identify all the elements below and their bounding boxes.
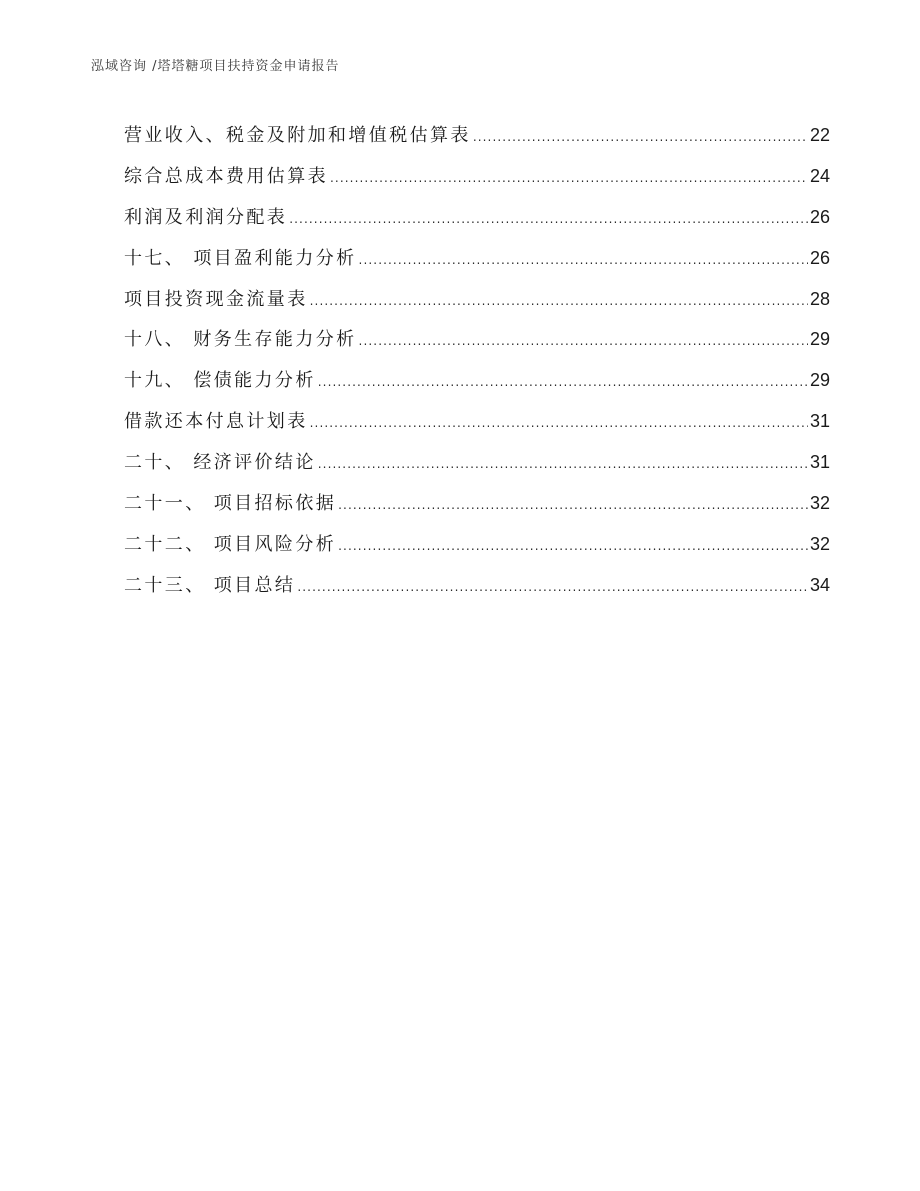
toc-entry-title: 十七、 项目盈利能力分析: [124, 247, 357, 269]
toc-entry-title: 二十二、 项目风险分析: [124, 533, 337, 555]
table-of-contents: [124, 122, 830, 613]
toc-entry-page: 29: [809, 370, 830, 391]
toc-entry-title: 二十三、 项目总结: [124, 574, 296, 596]
toc-leader-dots: [318, 451, 808, 477]
toc-entry-page: 26: [809, 247, 830, 268]
toc-leader-dots: [310, 410, 808, 436]
toc-leader-dots: [297, 574, 808, 600]
toc-leader-dots: [338, 492, 808, 518]
toc-leader-dots: [310, 288, 808, 314]
toc-entry[interactable]: [124, 326, 830, 367]
toc-entry-title: 借款还本付息计划表: [124, 411, 308, 433]
toc-entry[interactable]: [124, 408, 830, 449]
toc-leader-dots: [338, 533, 808, 559]
toc-entry[interactable]: [124, 286, 830, 327]
toc-entry-page: 32: [809, 493, 830, 514]
toc-entry-page: 22: [809, 125, 830, 145]
toc-entry-title: 营业收入、税金及附加和增值税估算表: [124, 125, 471, 146]
toc-entry-page: 31: [809, 452, 830, 473]
toc-entry[interactable]: [124, 531, 830, 572]
toc-entry-title: 十八、 财务生存能力分析: [124, 329, 357, 351]
toc-entry-page: 29: [809, 329, 830, 350]
page-header: 泓域咨询 /塔塔糖项目扶持资金申请报告: [91, 59, 340, 74]
toc-entry-page: 32: [809, 533, 830, 554]
header-divider: [91, 79, 831, 80]
toc-entry-title: 利润及利润分配表: [124, 206, 288, 228]
toc-leader-dots: [359, 247, 808, 273]
toc-entry-page: 34: [809, 574, 830, 595]
toc-entry-title: 十九、 偿债能力分析: [124, 370, 316, 392]
toc-entry-page: 31: [809, 411, 830, 432]
toc-entry[interactable]: [124, 572, 830, 613]
toc-leader-dots: [330, 165, 808, 191]
toc-entry-page: 28: [809, 288, 830, 309]
toc-entry-page: 24: [809, 165, 830, 186]
toc-leader-dots: [359, 328, 808, 354]
toc-entry[interactable]: [124, 367, 830, 408]
toc-leader-dots: [473, 124, 808, 150]
toc-entry[interactable]: [124, 204, 830, 245]
toc-leader-dots: [318, 369, 808, 395]
toc-entry[interactable]: [124, 449, 830, 490]
toc-leader-dots: [289, 206, 808, 232]
toc-entry[interactable]: [124, 490, 830, 531]
toc-entry[interactable]: [124, 245, 830, 286]
toc-entry[interactable]: [124, 163, 830, 204]
toc-entry-title: 二十、 经济评价结论: [124, 452, 316, 474]
toc-entry-title: 二十一、 项目招标依据: [124, 493, 337, 515]
toc-entry-title: 综合总成本费用估算表: [124, 165, 328, 187]
toc-entry[interactable]: [124, 122, 830, 163]
toc-entry-page: 26: [809, 206, 830, 227]
toc-entry-title: 项目投资现金流量表: [124, 288, 308, 310]
